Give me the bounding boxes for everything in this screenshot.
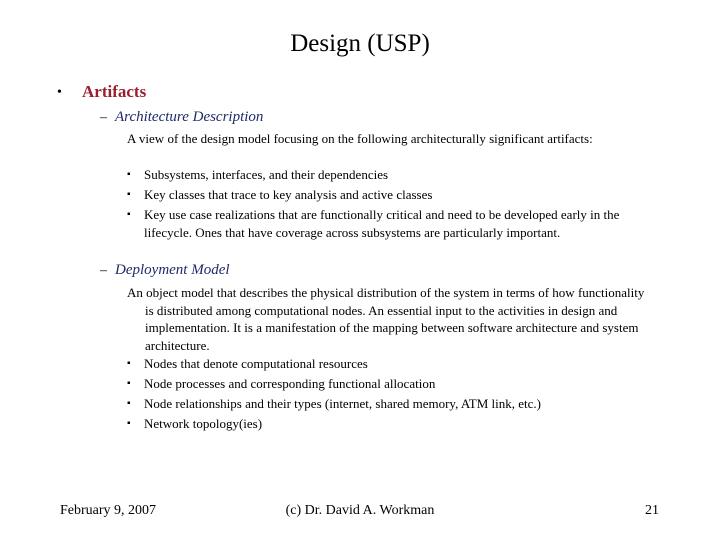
architecture-item-text: Key use case realizations that are functionally critical and need to be developed early in the lifecycle. Ones that have coverage across subsystems are particularly important. [144, 207, 620, 240]
item-marker: ▪ [127, 398, 131, 409]
item-marker: ▪ [127, 209, 131, 220]
deployment-item [127, 415, 657, 433]
item-marker: ▪ [127, 418, 131, 429]
architecture-description-heading: Architecture Description [115, 109, 264, 125]
artifacts-heading: Artifacts [82, 82, 147, 101]
section-dash-deployment: – [100, 263, 107, 278]
item-marker: ▪ [127, 358, 131, 369]
deployment-model-heading: Deployment Model [115, 262, 230, 278]
footer-date: February 9, 2007 [60, 503, 157, 518]
item-marker: ▪ [127, 378, 131, 389]
deployment-item-text: Node relationships and their types (internet, shared memory, ATM link, etc.) [144, 396, 542, 411]
architecture-description-paragraph: A view of the design model focusing on the following architecturally significant artifacts: [127, 131, 593, 146]
architecture-item-text: Subsystems, interfaces, and their dependencies [144, 167, 389, 182]
deployment-item-text: Network topology(ies) [144, 416, 263, 431]
deployment-item [127, 355, 657, 373]
item-marker: ▪ [127, 169, 131, 180]
architecture-item-text: Key classes that trace to key analysis and active classes [144, 187, 433, 202]
deployment-item-text: Node processes and corresponding functional allocation [144, 376, 436, 391]
architecture-item [127, 206, 657, 241]
item-marker: ▪ [127, 189, 131, 200]
architecture-item [127, 186, 657, 204]
footer-author: (c) Dr. David A. Workman [285, 503, 435, 518]
section-dash-architecture: – [100, 110, 107, 125]
deployment-item [127, 375, 657, 393]
architecture-item [127, 166, 657, 184]
deployment-item-text: Nodes that denote computational resources [144, 356, 368, 371]
deployment-model-paragraph: An object model that describes the physical distribution of the system in terms of how functionality is distributed among computational nodes. An essential input to the activities in design and implementation. It is a manifestation of the mapping between software architecture and system architecture. [127, 285, 645, 353]
deployment-item [127, 395, 657, 413]
footer-page-number: 21 [645, 503, 659, 518]
slide-title: Design (USP) [290, 30, 430, 57]
main-bullet-marker: • [57, 85, 62, 100]
